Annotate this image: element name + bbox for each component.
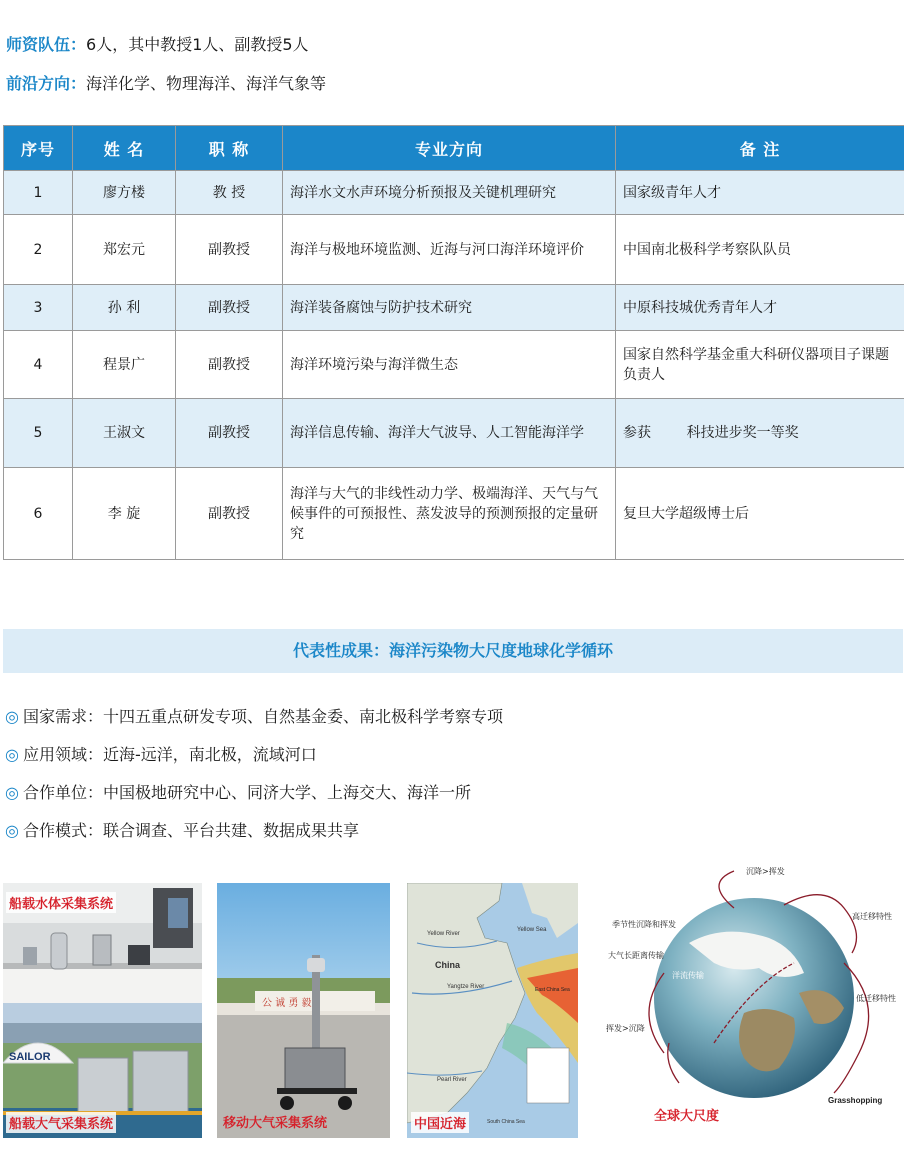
global-caption: 全球大尺度 <box>654 1109 720 1124</box>
map-label-china: China <box>435 960 461 970</box>
header-name: 姓 名 <box>73 126 176 171</box>
cell-title: 副教授 <box>176 331 283 399</box>
mobile-air-illustration <box>217 883 390 1138</box>
frontier-info <box>6 73 326 95</box>
ship-air-caption: 船载大气采集系统 <box>6 1112 116 1133</box>
cell-number: 4 <box>4 331 73 399</box>
faculty-info <box>6 34 309 56</box>
label-long-range: 大气长距离传输 <box>608 951 664 960</box>
map-label-yellow-sea: Yellow Sea <box>517 927 547 933</box>
label-seasonal: 季节性沉降和挥发 <box>612 920 676 929</box>
bullet-text: 合作单位：中国极地研究中心、同济大学、上海交大、海洋一所 <box>22 783 471 802</box>
achievement-title: 代表性成果：海洋污染物大尺度地球化学循环 <box>3 629 903 673</box>
map-label-pearl-river: Pearl River <box>437 1077 467 1083</box>
global-cycle-diagram <box>594 853 904 1138</box>
cell-name: 廖方楼 <box>73 171 176 215</box>
cell-note: 中原科技城优秀青年人才 <box>616 285 904 331</box>
cell-number: 2 <box>4 215 73 285</box>
header-title: 职 称 <box>176 126 283 171</box>
cell-name: 王淑文 <box>73 399 176 468</box>
cell-direction: 海洋信息传输、海洋大气波导、人工智能海洋学 <box>283 399 616 468</box>
table-row <box>4 399 904 468</box>
cell-direction: 海洋与大气的非线性动力学、极端海洋、天气与气候事件的可预报性、蒸发波导的预测预报的定量研究 <box>283 468 616 560</box>
mobile-air-photo <box>217 883 390 1138</box>
table-row <box>4 215 904 285</box>
cell-title: 副教授 <box>176 215 283 285</box>
ship-water-caption: 船载水体采集系统 <box>6 892 116 913</box>
cell-title: 副教授 <box>176 285 283 331</box>
header-note: 备 注 <box>616 126 904 171</box>
table-row <box>4 171 904 215</box>
header-direction: 专业方向 <box>283 126 616 171</box>
map-label-yellow-river: Yellow River <box>427 931 460 937</box>
cell-direction: 海洋装备腐蚀与防护技术研究 <box>283 285 616 331</box>
ship-sampling-illustration <box>3 883 202 1138</box>
faculty-label: 师资队伍： <box>6 35 87 54</box>
bullet-text: 合作模式：联合调查、平台共建、数据成果共享 <box>22 821 359 840</box>
cell-direction: 海洋与极地环境监测、近海与河口海洋环境评价 <box>283 215 616 285</box>
table-row <box>4 285 904 331</box>
cell-name: 李 旋 <box>73 468 176 560</box>
bullet-text: 应用领域：近海-远洋，南北极，流域河口 <box>22 745 317 764</box>
cell-name: 孙 利 <box>73 285 176 331</box>
bullet-text: 国家需求：十四五重点研发专项、自然基金委、南北极科学考察专项 <box>22 707 503 726</box>
label-ocean-transport: 洋流传输 <box>672 971 704 980</box>
cell-number: 1 <box>4 171 73 215</box>
cell-name: 郑宏元 <box>73 215 176 285</box>
cell-title: 副教授 <box>176 399 283 468</box>
cell-note: 复旦大学超级博士后 <box>616 468 904 560</box>
globe-illustration <box>594 853 904 1138</box>
bullet-mark-icon: ◎ <box>5 821 19 840</box>
cell-note: 中国南北极科学考察队队员 <box>616 215 904 285</box>
cell-title: 教 授 <box>176 171 283 215</box>
china-sea-caption: 中国近海 <box>411 1112 469 1133</box>
wall-inscription: 公 诚 勇 毅 <box>262 998 312 1009</box>
bullet-cooperation-mode <box>5 820 359 842</box>
map-label-east-china-sea: East China Sea <box>535 987 570 993</box>
ship-sampling-photo <box>3 883 202 1138</box>
cell-note: 国家级青年人才 <box>616 171 904 215</box>
label-grasshopping: Grasshopping <box>828 1096 883 1105</box>
label-evap-deposit: 挥发>沉降 <box>606 1024 645 1033</box>
cell-name: 程景广 <box>73 331 176 399</box>
bullet-mark-icon: ◎ <box>5 783 19 802</box>
bullet-application <box>5 744 317 766</box>
header-number: 序号 <box>4 126 73 171</box>
china-sea-map <box>407 883 578 1138</box>
cell-number: 6 <box>4 468 73 560</box>
frontier-label: 前沿方向： <box>6 74 87 93</box>
bullet-partners <box>5 782 471 804</box>
bullet-national-need <box>5 706 503 728</box>
label-high-migration: 高迁移特性 <box>852 912 892 921</box>
faculty-table <box>3 125 904 560</box>
cell-note: 国家自然科学基金重大科研仪器项目子课题负责人 <box>616 331 904 399</box>
cell-note: 参获 科技进步奖一等奖 <box>616 399 904 468</box>
table-header-row <box>4 126 904 171</box>
cell-title: 副教授 <box>176 468 283 560</box>
cell-number: 5 <box>4 399 73 468</box>
bullet-mark-icon: ◎ <box>5 745 19 764</box>
cell-number: 3 <box>4 285 73 331</box>
label-deposit-evap-top: 沉降>挥发 <box>746 867 785 876</box>
table-row <box>4 331 904 399</box>
cell-direction: 海洋水文水声环境分析预报及关键机理研究 <box>283 171 616 215</box>
frontier-value: 海洋化学、物理海洋、海洋气象等 <box>86 74 327 93</box>
faculty-value: 6人，其中教授1人、副教授5人 <box>86 35 309 54</box>
china-sea-map-illustration <box>407 883 578 1138</box>
sailor-logo-text: SAILOR <box>9 1051 51 1063</box>
cell-direction: 海洋环境污染与海洋微生态 <box>283 331 616 399</box>
map-label-yangtze: Yangtze River <box>447 984 485 990</box>
table-row <box>4 468 904 560</box>
map-label-south-china-sea: South China Sea <box>487 1119 525 1125</box>
bullet-mark-icon: ◎ <box>5 707 19 726</box>
mobile-air-caption: 移动大气采集系统 <box>223 1116 328 1131</box>
label-low-migration: 低迁移特性 <box>856 994 896 1003</box>
